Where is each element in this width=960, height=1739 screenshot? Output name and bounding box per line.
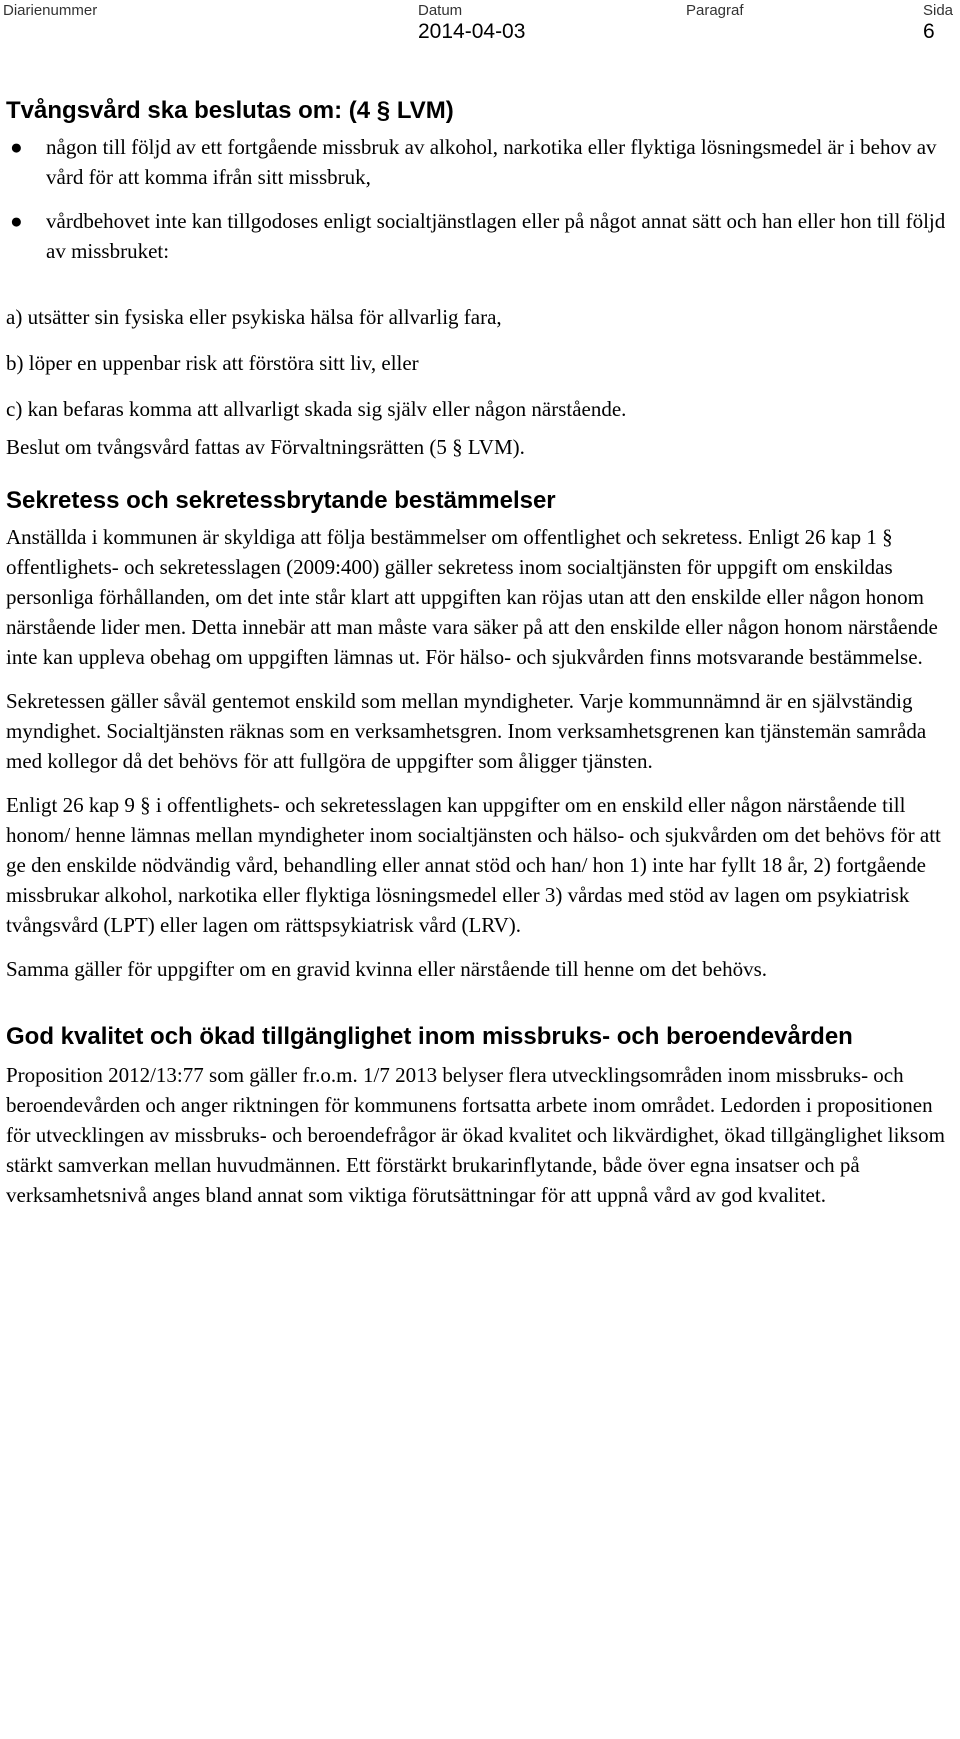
bullet-list-lvm bbox=[6, 132, 954, 266]
document-body bbox=[6, 94, 954, 1210]
header-page-number: 6 bbox=[923, 20, 935, 43]
page-header-values bbox=[0, 20, 960, 50]
bullet-icon: ● bbox=[10, 209, 23, 233]
header-label-diarienummer: Diarienummer bbox=[3, 2, 98, 19]
paragraph: Enligt 26 kap 9 § i offentlighets- och sekretesslagen kan uppgifter om en enskild eller någon närstående till honom/ henne lämnas mellan myndigheter inom socialtjänsten och hälso- och sjukvården om det behövs för att ge den enskilde nödvändig vård, behandling eller annat stöd och han/ hon 1) inte har fyllt 18 år, 2) fortgående missbrukar alkohol, narkotika eller flyktiga lösningsmedel eller 3) vårdas med stöd av lagen om psykiatrisk tvångsvård (LPT) eller lagen om rättspsykiatrisk vård (LRV). bbox=[6, 793, 941, 937]
header-label-sida: Sida bbox=[923, 2, 954, 19]
heading-tvangsvard: Tvångsvård ska beslutas om: (4 § LVM) bbox=[6, 97, 454, 124]
heading-sekretess: Sekretess och sekretessbrytande bestämmelser bbox=[6, 487, 556, 514]
header-label-datum: Datum bbox=[418, 2, 463, 19]
paragraph: Sekretessen gäller såväl gentemot enskild som mellan myndigheter. Varje kommunnämnd är en självständig myndighet. Socialtjänsten räknas som en verksamhetsgren. Inom verksamhetsgrenen kan tjänstemän samråda med kollegor då det behövs för att fullgöra de uppgifter som åligger tjänsten. bbox=[6, 689, 927, 773]
criterion-a: a) utsätter sin fysiska eller psykiska hälsa för allvarlig fara, bbox=[6, 305, 502, 329]
heading-god-kvalitet: God kvalitet och ökad tillgänglighet inom missbruks- och beroendevården bbox=[6, 1023, 853, 1050]
paragraph: Samma gäller för uppgifter om en gravid kvinna eller närstående till henne om det behövs. bbox=[6, 957, 768, 981]
list-item: ● vårdbehovet inte kan tillgodoses enligt socialtjänstlagen eller på något annat sätt och han eller hon till följd av missbruket: bbox=[6, 206, 954, 266]
bullet-icon: ● bbox=[10, 135, 23, 159]
criterion-b: b) löper en uppenbar risk att förstöra sitt liv, eller bbox=[6, 351, 419, 375]
criterion-c: c) kan befaras komma att allvarligt skada sig själv eller någon närstående. bbox=[6, 397, 627, 421]
paragraph: Proposition 2012/13:77 som gäller fr.o.m. 1/7 2013 belyser flera utvecklingsområden inom missbruks- och beroendevården och anger riktningen för kommunens fortsatta arbete inom området. Ledorden i propositionen för utvecklingen av missbruks- och beroendefrågor är ökad kvalitet och likvärdighet, ökad tillgänglighet liksom stärkt samverkan mellan huvudmännen. Ett förstärkt brukarinflytande, både över egna insatser och på verksamhetsnivå anges bland annat som viktiga förutsättningar för att uppnå vård av god kvalitet. bbox=[6, 1063, 945, 1207]
list-item: ● någon till följd av ett fortgående missbruk av alkohol, narkotika eller flyktiga lösningsmedel är i behov av vård för att komma ifrån sitt missbruk, bbox=[6, 132, 954, 192]
page-header-labels bbox=[0, 2, 960, 22]
paragraph: Anställda i kommunen är skyldiga att följa bestämmelser om offentlighet och sekretess. Enligt 26 kap 1 § offentlighets- och sekretesslagen (2009:400) gäller sekretess inom socialtjänsten för uppgift om enskildas personliga förhållanden, om det inte står klart att uppgiften kan röjas utan att den enskilde eller någon honom närstående lider men. Detta innebär att man måste vara säker på att den enskilde eller någon honom närstående inte kan uppleva obehag om uppgiften lämnas ut. För hälso- och sjukvården finns motsvarande bestämmelse. bbox=[6, 525, 938, 669]
decision-text: Beslut om tvångsvård fattas av Förvaltningsrätten (5 § LVM). bbox=[6, 435, 525, 459]
header-date: 2014-04-03 bbox=[418, 20, 526, 43]
header-label-paragraf: Paragraf bbox=[686, 2, 744, 19]
